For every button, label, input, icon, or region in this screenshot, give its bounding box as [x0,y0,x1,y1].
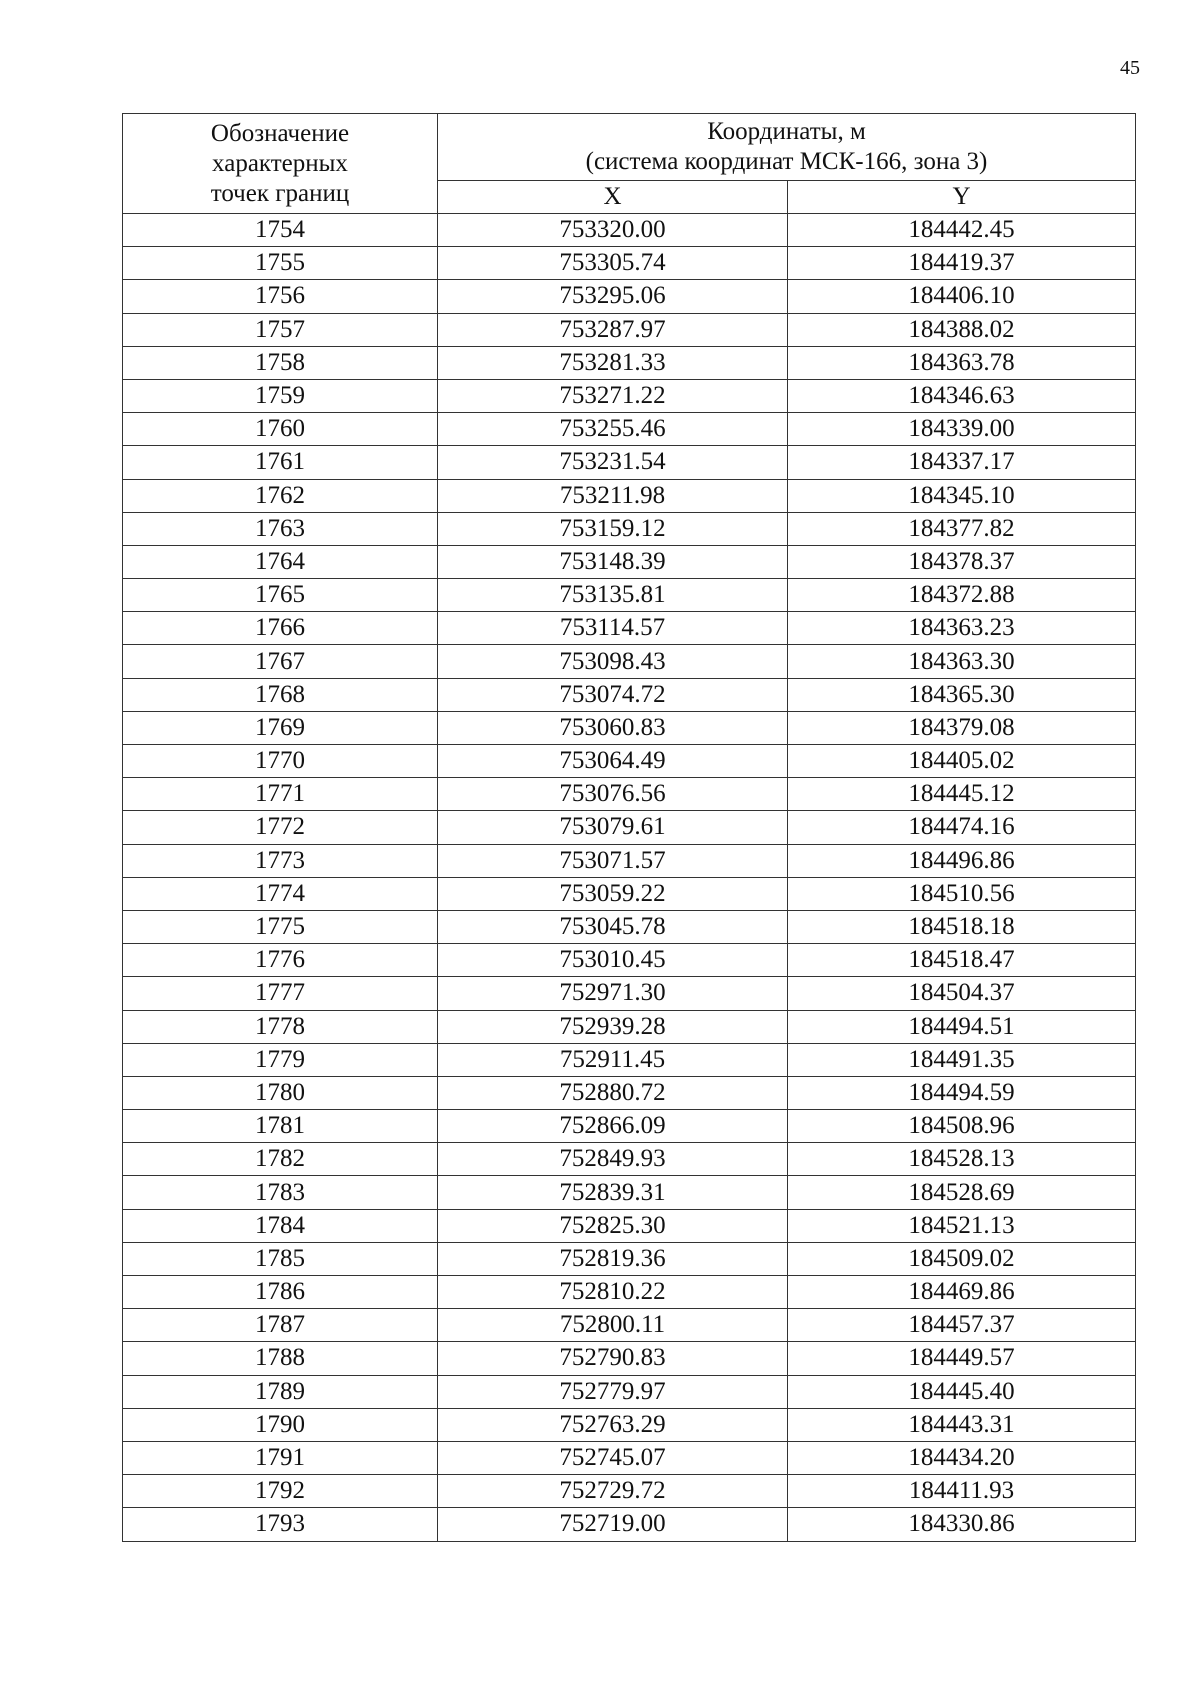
point-id-cell: 1773 [123,844,438,877]
y-coordinate-cell: 184363.78 [788,346,1136,379]
point-label-line: точек границ [210,179,350,207]
table-row [123,1508,1136,1541]
y-coordinate-cell: 184443.31 [788,1408,1136,1441]
y-coordinate-cell: 184406.10 [788,280,1136,313]
table-row [123,745,1136,778]
x-coordinate-cell: 753295.06 [438,280,788,313]
point-id-cell: 1790 [123,1408,438,1441]
point-id-cell: 1793 [123,1508,438,1541]
y-coordinate-cell: 184518.18 [788,910,1136,943]
y-coordinate-cell: 184377.82 [788,512,1136,545]
table-row [123,944,1136,977]
table-row [123,811,1136,844]
y-coordinate-cell: 184508.96 [788,1110,1136,1143]
y-coordinate-cell: 184494.59 [788,1076,1136,1109]
coordinate-system: (система координат МСК-166, зона 3) [585,148,988,175]
table-row [123,1010,1136,1043]
coordinates-table [122,113,1136,1542]
x-coordinate-cell: 752719.00 [438,1508,788,1541]
point-id-cell: 1775 [123,910,438,943]
table-row [123,1176,1136,1209]
x-coordinate-cell: 752911.45 [438,1043,788,1076]
y-coordinate-cell: 184521.13 [788,1209,1136,1242]
x-coordinate-cell: 752866.09 [438,1110,788,1143]
point-id-cell: 1754 [123,214,438,247]
y-coordinate-cell: 184469.86 [788,1276,1136,1309]
y-coordinate-cell: 184434.20 [788,1441,1136,1474]
y-coordinate-cell: 184494.51 [788,1010,1136,1043]
page-number: 45 [1120,57,1140,79]
x-coordinate-cell: 753271.22 [438,379,788,412]
point-id-cell: 1760 [123,413,438,446]
y-coordinate-cell: 184405.02 [788,745,1136,778]
point-id-cell: 1784 [123,1209,438,1242]
table-row [123,877,1136,910]
x-coordinate-cell: 752825.30 [438,1209,788,1242]
point-id-cell: 1776 [123,944,438,977]
table-row [123,678,1136,711]
point-id-cell: 1765 [123,579,438,612]
point-id-cell: 1757 [123,313,438,346]
x-column-header: X [438,181,788,214]
coordinates-header [438,114,1136,181]
table-row [123,1309,1136,1342]
table-row [123,1475,1136,1508]
point-id-cell: 1780 [123,1076,438,1109]
x-coordinate-cell: 753079.61 [438,811,788,844]
x-coordinate-cell: 752790.83 [438,1342,788,1375]
point-id-cell: 1761 [123,446,438,479]
x-coordinate-cell: 753045.78 [438,910,788,943]
table-row [123,214,1136,247]
point-label-line: характерных [212,149,348,177]
table-row [123,313,1136,346]
point-id-cell: 1758 [123,346,438,379]
table-body [123,214,1136,1542]
point-id-cell: 1789 [123,1375,438,1408]
table-row [123,379,1136,412]
x-coordinate-cell: 753074.72 [438,678,788,711]
x-coordinate-cell: 753076.56 [438,778,788,811]
table-row [123,1375,1136,1408]
point-label-line: Обозначение [210,119,350,147]
point-id-cell: 1785 [123,1242,438,1275]
y-coordinate-cell: 184379.08 [788,711,1136,744]
y-coordinate-cell: 184346.63 [788,379,1136,412]
x-coordinate-cell: 753114.57 [438,612,788,645]
table-row [123,910,1136,943]
x-coordinate-cell: 753305.74 [438,247,788,280]
y-coordinate-cell: 184504.37 [788,977,1136,1010]
point-id-cell: 1779 [123,1043,438,1076]
y-coordinate-cell: 184363.30 [788,645,1136,678]
y-coordinate-cell: 184528.13 [788,1143,1136,1176]
table-row [123,280,1136,313]
table-row [123,446,1136,479]
x-coordinate-cell: 752745.07 [438,1441,788,1474]
table-row [123,1076,1136,1109]
x-coordinate-cell: 753255.46 [438,413,788,446]
y-coordinate-cell: 184388.02 [788,313,1136,346]
x-coordinate-cell: 752839.31 [438,1176,788,1209]
y-coordinate-cell: 184509.02 [788,1242,1136,1275]
x-coordinate-cell: 753010.45 [438,944,788,977]
y-coordinate-cell: 184419.37 [788,247,1136,280]
x-coordinate-cell: 753135.81 [438,579,788,612]
point-id-cell: 1762 [123,479,438,512]
table-row [123,1408,1136,1441]
x-coordinate-cell: 752971.30 [438,977,788,1010]
point-id-cell: 1783 [123,1176,438,1209]
y-coordinate-cell: 184528.69 [788,1176,1136,1209]
x-coordinate-cell: 753059.22 [438,877,788,910]
y-coordinate-cell: 184491.35 [788,1043,1136,1076]
point-id-cell: 1756 [123,280,438,313]
x-coordinate-cell: 753064.49 [438,745,788,778]
table-row [123,778,1136,811]
y-coordinate-cell: 184365.30 [788,678,1136,711]
x-coordinate-cell: 753281.33 [438,346,788,379]
y-coordinate-cell: 184474.16 [788,811,1136,844]
y-coordinate-cell: 184372.88 [788,579,1136,612]
point-id-cell: 1792 [123,1475,438,1508]
y-coordinate-cell: 184496.86 [788,844,1136,877]
y-coordinate-cell: 184449.57 [788,1342,1136,1375]
point-id-cell: 1763 [123,512,438,545]
table-row [123,612,1136,645]
y-coordinate-cell: 184345.10 [788,479,1136,512]
x-coordinate-cell: 752729.72 [438,1475,788,1508]
table-header [123,114,1136,214]
point-id-cell: 1766 [123,612,438,645]
y-coordinate-cell: 184445.12 [788,778,1136,811]
point-id-cell: 1764 [123,545,438,578]
table-row [123,545,1136,578]
point-id-cell: 1772 [123,811,438,844]
y-coordinate-cell: 184330.86 [788,1508,1136,1541]
y-coordinate-cell: 184442.45 [788,214,1136,247]
point-id-cell: 1782 [123,1143,438,1176]
table-row [123,346,1136,379]
point-id-cell: 1771 [123,778,438,811]
x-coordinate-cell: 753287.97 [438,313,788,346]
x-coordinate-cell: 753098.43 [438,645,788,678]
table-row [123,1441,1136,1474]
x-coordinate-cell: 753211.98 [438,479,788,512]
point-id-cell: 1788 [123,1342,438,1375]
point-label-header [123,114,438,214]
y-coordinate-cell: 184457.37 [788,1309,1136,1342]
point-id-cell: 1768 [123,678,438,711]
table-row [123,1209,1136,1242]
y-coordinate-cell: 184337.17 [788,446,1136,479]
x-coordinate-cell: 752810.22 [438,1276,788,1309]
table-row [123,1342,1136,1375]
point-id-cell: 1777 [123,977,438,1010]
y-coordinate-cell: 184445.40 [788,1375,1136,1408]
table-row [123,711,1136,744]
y-coordinate-cell: 184510.56 [788,877,1136,910]
y-column-header: Y [788,181,1136,214]
point-id-cell: 1755 [123,247,438,280]
point-id-cell: 1759 [123,379,438,412]
table-row [123,413,1136,446]
y-coordinate-cell: 184363.23 [788,612,1136,645]
x-coordinate-cell: 753071.57 [438,844,788,877]
y-coordinate-cell: 184518.47 [788,944,1136,977]
x-coordinate-cell: 753320.00 [438,214,788,247]
point-id-cell: 1774 [123,877,438,910]
table-row [123,844,1136,877]
point-id-cell: 1787 [123,1309,438,1342]
x-coordinate-cell: 753060.83 [438,711,788,744]
table-row [123,512,1136,545]
table-row [123,645,1136,678]
x-coordinate-cell: 752819.36 [438,1242,788,1275]
table-row [123,579,1136,612]
x-coordinate-cell: 752763.29 [438,1408,788,1441]
point-id-cell: 1791 [123,1441,438,1474]
table-row [123,977,1136,1010]
table-row [123,247,1136,280]
x-coordinate-cell: 752779.97 [438,1375,788,1408]
y-coordinate-cell: 184378.37 [788,545,1136,578]
point-id-cell: 1786 [123,1276,438,1309]
point-id-cell: 1770 [123,745,438,778]
table-row [123,1276,1136,1309]
coordinates-title: Координаты, м [707,118,866,145]
x-coordinate-cell: 752939.28 [438,1010,788,1043]
table-row [123,1143,1136,1176]
x-coordinate-cell: 752849.93 [438,1143,788,1176]
x-coordinate-cell: 752800.11 [438,1309,788,1342]
point-id-cell: 1769 [123,711,438,744]
point-id-cell: 1778 [123,1010,438,1043]
table-row [123,1043,1136,1076]
x-coordinate-cell: 752880.72 [438,1076,788,1109]
x-coordinate-cell: 753231.54 [438,446,788,479]
point-id-cell: 1767 [123,645,438,678]
y-coordinate-cell: 184411.93 [788,1475,1136,1508]
table-row [123,1110,1136,1143]
x-coordinate-cell: 753159.12 [438,512,788,545]
y-coordinate-cell: 184339.00 [788,413,1136,446]
point-id-cell: 1781 [123,1110,438,1143]
table-row [123,479,1136,512]
x-coordinate-cell: 753148.39 [438,545,788,578]
table-row [123,1242,1136,1275]
